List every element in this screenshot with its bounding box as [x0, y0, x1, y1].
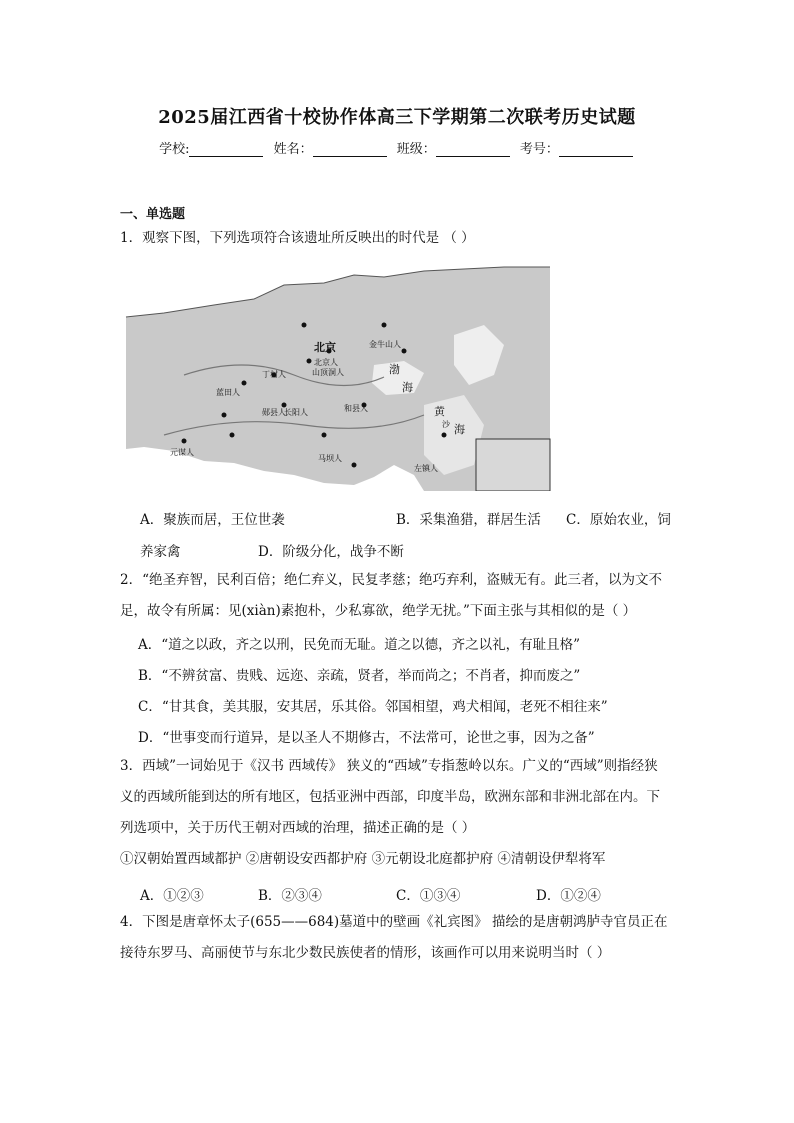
name-blank[interactable]	[313, 143, 387, 157]
map-label-hai1: 海	[402, 381, 413, 394]
map-label-sha: 沙	[442, 420, 450, 429]
q3-stem-line3: 列选项中，关于历代王朝对西域的治理，描述正确的是（ ）	[120, 820, 476, 836]
q1-option-b[interactable]: B．采集渔猎，群居生活	[396, 512, 541, 528]
name-label: 姓名：	[273, 142, 313, 157]
map-label-jinniushan: 金牛山人	[369, 340, 401, 349]
map-label-yuanmou: 元谋人	[170, 448, 194, 457]
map-label-dingcun: 丁村人	[262, 370, 286, 379]
map-label-zuozhen: 左镇人	[414, 464, 438, 473]
q3-option-a[interactable]: A．①②③	[140, 888, 204, 904]
map-label-hexian: 和县人	[344, 404, 368, 413]
map-label-shandingdong: 山顶洞人	[312, 368, 344, 377]
map-label-beijingren: 北京人	[314, 358, 338, 367]
q2-option-b[interactable]: B．“不辨贫富、贵贱、远迩、亲疏，贤者，举而尚之；不肖者，抑而废之”	[138, 668, 581, 684]
q1-option-c[interactable]: C．原始农业，饲	[566, 512, 671, 528]
school-label: 学校:	[159, 142, 190, 157]
map-label-lantian: 蓝田人	[216, 388, 240, 397]
class-blank[interactable]	[436, 143, 510, 157]
q2-option-a[interactable]: A．“道之以政，齐之以刑，民免而无耻。道之以德，齐之以礼，有耻且格”	[138, 637, 581, 653]
q3-option-b[interactable]: B．②③④	[258, 888, 322, 904]
q3-option-c[interactable]: C．①③④	[396, 888, 461, 904]
section-heading: 一、单选题	[120, 207, 186, 222]
map-label-changyang: 长阳人	[284, 408, 308, 417]
q4-stem-line2: 接待东罗马、高丽使节与东北少数民族使者的情形，该画作可以用来说明当时（ ）	[120, 945, 611, 961]
q1-option-a[interactable]: A．聚族而居，王位世袭	[140, 512, 285, 528]
student-info-line	[0, 138, 794, 157]
school-blank[interactable]	[189, 143, 263, 157]
q4-stem-line1: 4．下图是唐章怀太子(655——684)墓道中的壁画《礼宾图》 描绘的是唐朝鸿胪寺官员正在	[120, 914, 668, 930]
class-label: 班级：	[396, 142, 436, 157]
exam-title: 2025届江西省十校协作体高三下学期第二次联考历史试题	[158, 107, 636, 128]
archaeological-sites-map	[124, 265, 552, 491]
map-label-hai2: 海	[454, 423, 465, 436]
map-label-huang: 黄	[434, 405, 445, 418]
q2-stem-line1: 2．“绝圣弃智，民利百倍；绝仁弃义，民复孝慈；绝巧弃利，盗贼无有。此三者，以为文不	[120, 572, 662, 588]
q2-stem-line2: 足，故令有所属：见(xiàn)素抱朴，少私寡欲，绝学无扰。”下面主张与其相似的是（ ）	[120, 603, 637, 619]
q1-option-d[interactable]: D．阶级分化，战争不断	[258, 544, 404, 560]
q3-stem-line1: 3．西域”一词始见于《汉书 西域传》 狭义的“西域”专指葱岭以东。广义的“西域”则指经狭	[120, 758, 658, 774]
map-label-beijing: 北京	[314, 341, 336, 354]
q1-stem: 1．观察下图，下列选项符合该遗址所反映出的时代是 （ ）	[120, 230, 475, 246]
map-label-bo: 渤	[389, 363, 400, 376]
exam-number-label: 考号：	[519, 142, 559, 157]
exam-number-blank[interactable]	[559, 143, 633, 157]
map-label-yunxian: 郧县人	[262, 408, 286, 417]
q2-option-d[interactable]: D．“世事变而行道异，是以圣人不期修古，不法常可，论世之事，因为之备”	[138, 730, 595, 746]
q2-option-c[interactable]: C．“甘其食，美其服，安其居，乐其俗。邻国相望，鸡犬相闻，老死不相往来”	[138, 699, 608, 715]
q3-stem-line2: 义的西域所能到达的所有地区，包括亚洲中西部，印度半岛，欧洲东部和非洲北部在内。下	[120, 789, 660, 805]
q3-items: ①汉朝始置西域都护 ②唐朝设安西都护府 ③元朝设北庭都护府 ④清朝设伊犁将军	[120, 851, 606, 867]
q1-option-c-cont: 养家禽	[140, 544, 181, 560]
q3-option-d[interactable]: D．①②④	[536, 888, 601, 904]
map-label-maba: 马坝人	[318, 454, 342, 463]
